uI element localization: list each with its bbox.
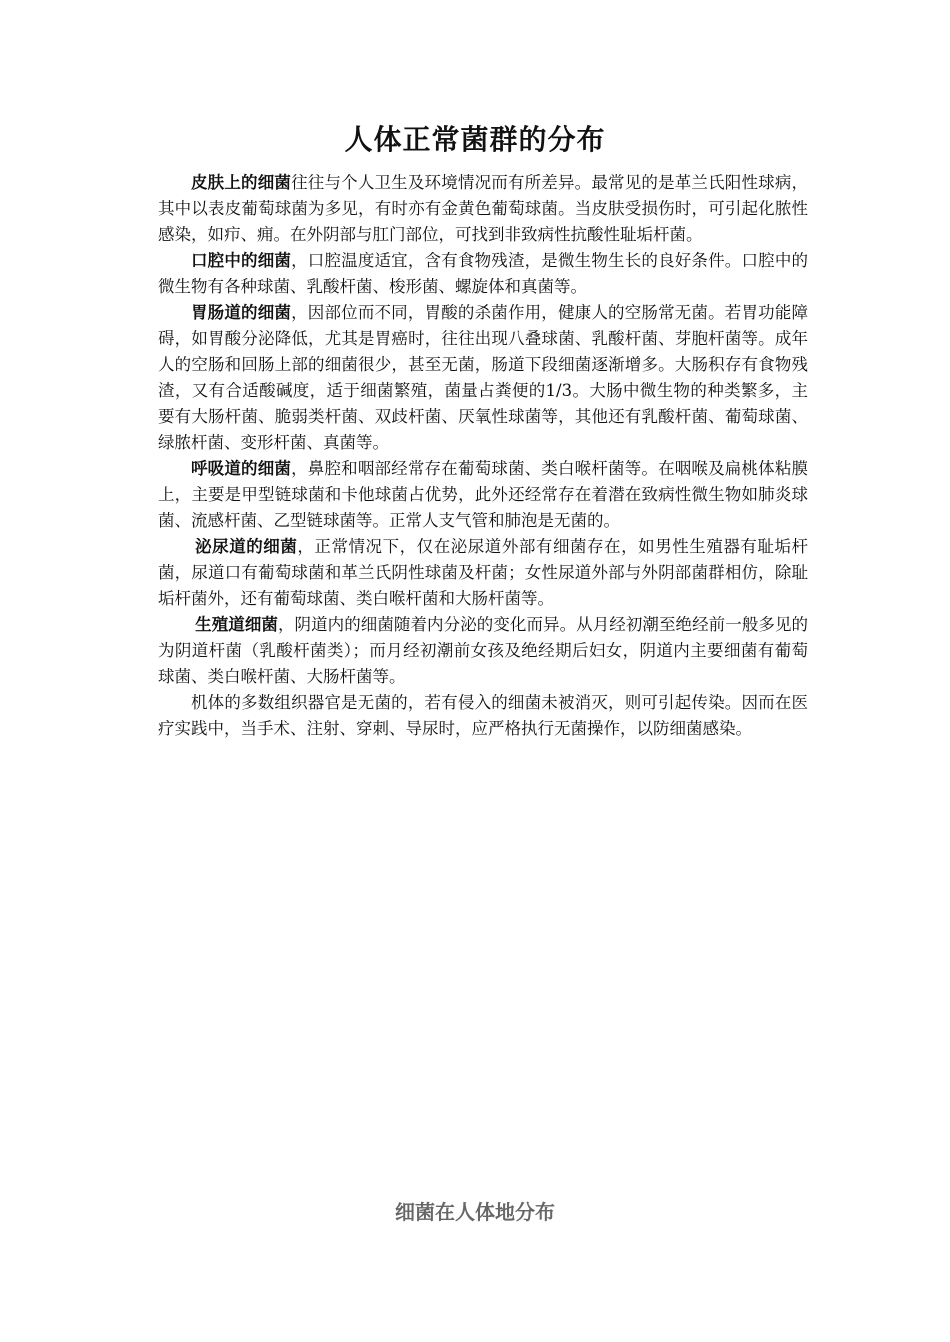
paragraph-heading: 生殖道细菌 <box>195 615 278 634</box>
paragraph-urinary <box>158 534 808 612</box>
paragraph-heading: 胃肠道的细菌 <box>191 303 292 322</box>
paragraph-skin <box>158 170 808 248</box>
paragraph-gastrointestinal <box>158 300 808 456</box>
paragraph-text: ，口腔温度适宜，含有食物残渣，是微生物生长的良好条件。口腔中的微生物有各种球菌、乳酸杆菌、梭形菌、螺旋体和真菌等。 <box>158 251 809 296</box>
paragraph-oral <box>158 248 808 300</box>
paragraph-heading: 呼吸道的细菌 <box>191 459 292 478</box>
paragraph-conclusion <box>158 690 808 742</box>
paragraph-text: ，鼻腔和咽部经常存在葡萄球菌、类白喉杆菌等。在咽喉及扁桃体粘膜上，主要是甲型链球菌和卡他球菌占优势，此外还经常存在着潜在致病性微生物如肺炎球菌、流感杆菌、乙型链球菌等。正常人支气管和肺泡是无菌的。 <box>158 459 809 530</box>
paragraph-text: ，正常情况下，仅在泌尿道外部有细菌存在，如男性生殖器有耻垢杆菌，尿道口有葡萄球菌和革兰氏阴性球菌及杆菌；女性尿道外部与外阴部菌群相仿，除耻垢杆菌外，还有葡萄球菌、类白喉杆菌和大肠杆菌等。 <box>158 537 809 608</box>
paragraph-heading: 泌尿道的细菌 <box>195 537 298 556</box>
paragraph-respiratory <box>158 456 808 534</box>
paragraph-reproductive <box>158 612 808 690</box>
page-title: 人体正常菌群的分布 <box>344 123 606 156</box>
paragraph-text: ，因部位而不同，胃酸的杀菌作用，健康人的空肠常无菌。若胃功能障碍，如胃酸分泌降低，尤其是胃癌时，往往出现八叠球菌、乳酸杆菌、芽胞杆菌等。成年人的空肠和回肠上部的细菌很少，甚至无菌，肠道下段细菌逐渐增多。大肠积存有食物残渣，又有合适酸碱度，适于细菌繁殖，菌量占粪便的1/3。大肠中微生物的种类繁多，主要有大肠杆菌、脆弱类杆菌、双歧杆菌、厌氧性球菌等，其他还有乳酸杆菌、葡萄球菌、绿脓杆菌、变形杆菌、真菌等。 <box>158 303 809 452</box>
paragraph-heading: 口腔中的细菌 <box>191 251 292 270</box>
paragraph-text: 往往与个人卫生及环境情况而有所差异。最常见的是革兰氏阳性球病，其中以表皮葡萄球菌为多见，有时亦有金黄色葡萄球菌。当皮肤受损伤时，可引起化脓性感染，如疖、痈。在外阴部与肛门部位，可找到非致病性抗酸性耻垢杆菌。 <box>158 173 809 244</box>
footer-caption: 细菌在人体地分布 <box>395 1200 555 1224</box>
document-body <box>158 170 808 742</box>
paragraph-text: 机体的多数组织器官是无菌的，若有侵入的细菌未被消灭，则可引起传染。因而在医疗实践中，当手术、注射、穿刺、导尿时，应严格执行无菌操作，以防细菌感染。 <box>158 693 808 738</box>
paragraph-heading: 皮肤上的细菌 <box>191 173 292 192</box>
paragraph-text: ，阴道内的细菌随着内分泌的变化而异。从月经初潮至绝经前一般多见的为阴道杆菌（乳酸杆菌类）；而月经初潮前女孩及绝经期后妇女，阴道内主要细菌有葡萄球菌、类白喉杆菌、大肠杆菌等。 <box>158 615 809 686</box>
